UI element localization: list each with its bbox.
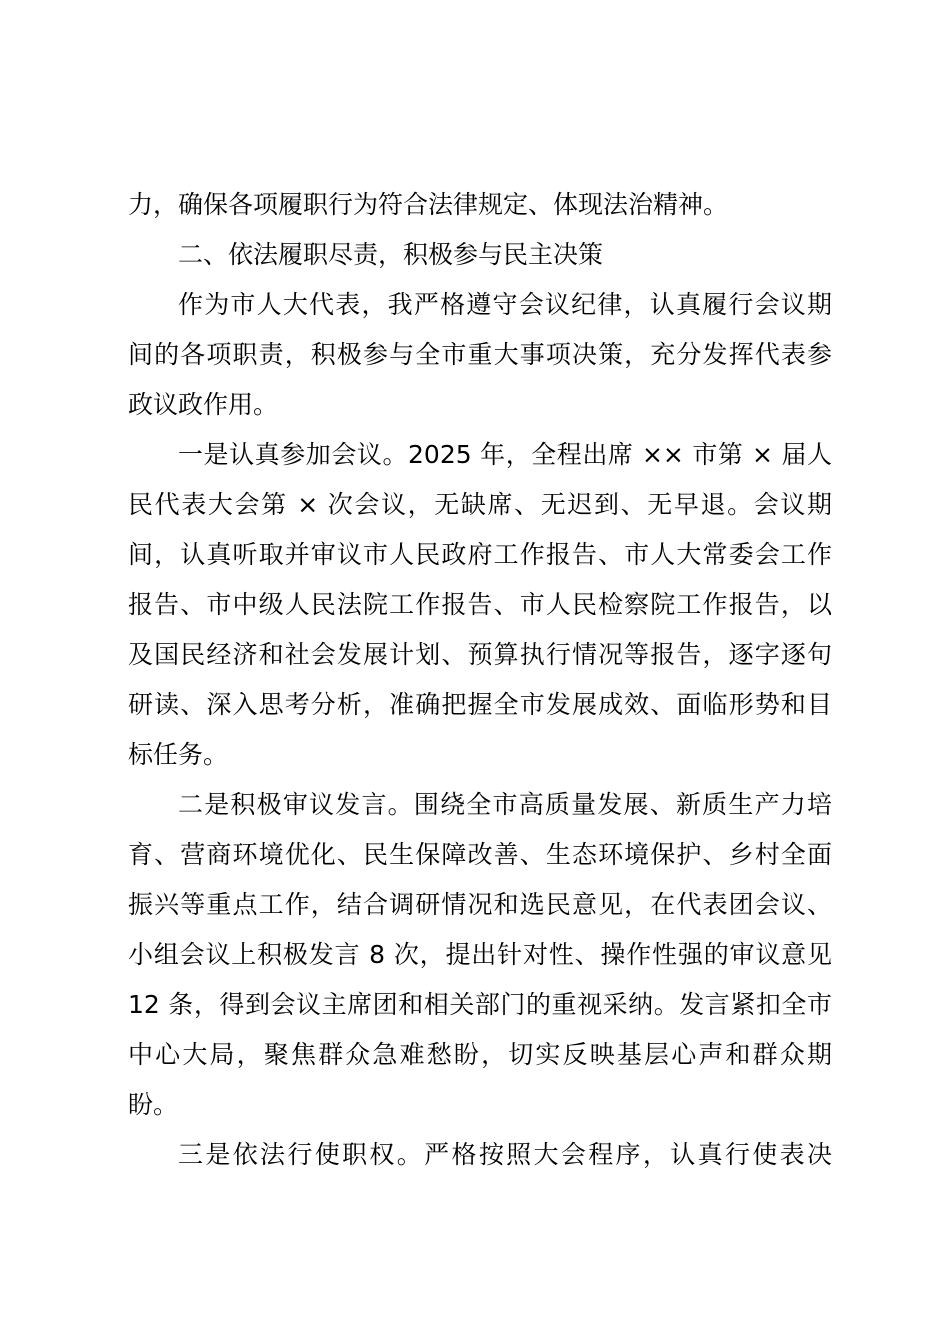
- text-line: 三是依法行使职权。严格按照大会程序，认真行使表决: [178, 1140, 832, 1169]
- text-line: 盼。: [128, 1090, 179, 1119]
- text-line: 标任务。: [128, 740, 229, 769]
- text-line: 报告、市中级人民法院工作报告、市人民检察院工作报告，以: [128, 590, 832, 619]
- text-line: 二是积极审议发言。围绕全市高质量发展、新质生产力培: [178, 790, 832, 819]
- text-line: 育、营商环境优化、民生保障改善、生态环境保护、乡村全面: [128, 840, 832, 869]
- text-line: 小组会议上积极发言 8 次，提出针对性、操作性强的审议意见: [128, 940, 832, 969]
- section-heading: 二、依法履职尽责，积极参与民主决策: [178, 240, 604, 269]
- text-line: 一是认真参加会议。2025 年，全程出席 ×× 市第 × 届人: [178, 440, 832, 469]
- text-line: 力，确保各项履职行为符合法律规定、体现法治精神。: [128, 190, 729, 219]
- text-line: 民代表大会第 × 次会议，无缺席、无迟到、无早退。会议期: [128, 490, 832, 519]
- text-line: 政议政作用。: [128, 390, 279, 419]
- text-line: 12 条，得到会议主席团和相关部门的重视采纳。发言紧扣全市: [128, 990, 832, 1019]
- text-line: 及国民经济和社会发展计划、预算执行情况等报告，逐字逐句: [128, 640, 832, 669]
- text-line: 间的各项职责，积极参与全市重大事项决策，充分发挥代表参: [128, 340, 832, 369]
- text-line: 振兴等重点工作，结合调研情况和选民意见，在代表团会议、: [128, 890, 832, 919]
- document-body: [128, 180, 832, 1180]
- text-line: 间，认真听取并审议市人民政府工作报告、市人大常委会工作: [128, 540, 832, 569]
- text-line: 中心大局，聚焦群众急难愁盼，切实反映基层心声和群众期: [128, 1040, 832, 1069]
- text-line: 研读、深入思考分析，准确把握全市发展成效、面临形势和目: [128, 690, 832, 719]
- text-line: 作为市人大代表，我严格遵守会议纪律，认真履行会议期: [178, 290, 832, 319]
